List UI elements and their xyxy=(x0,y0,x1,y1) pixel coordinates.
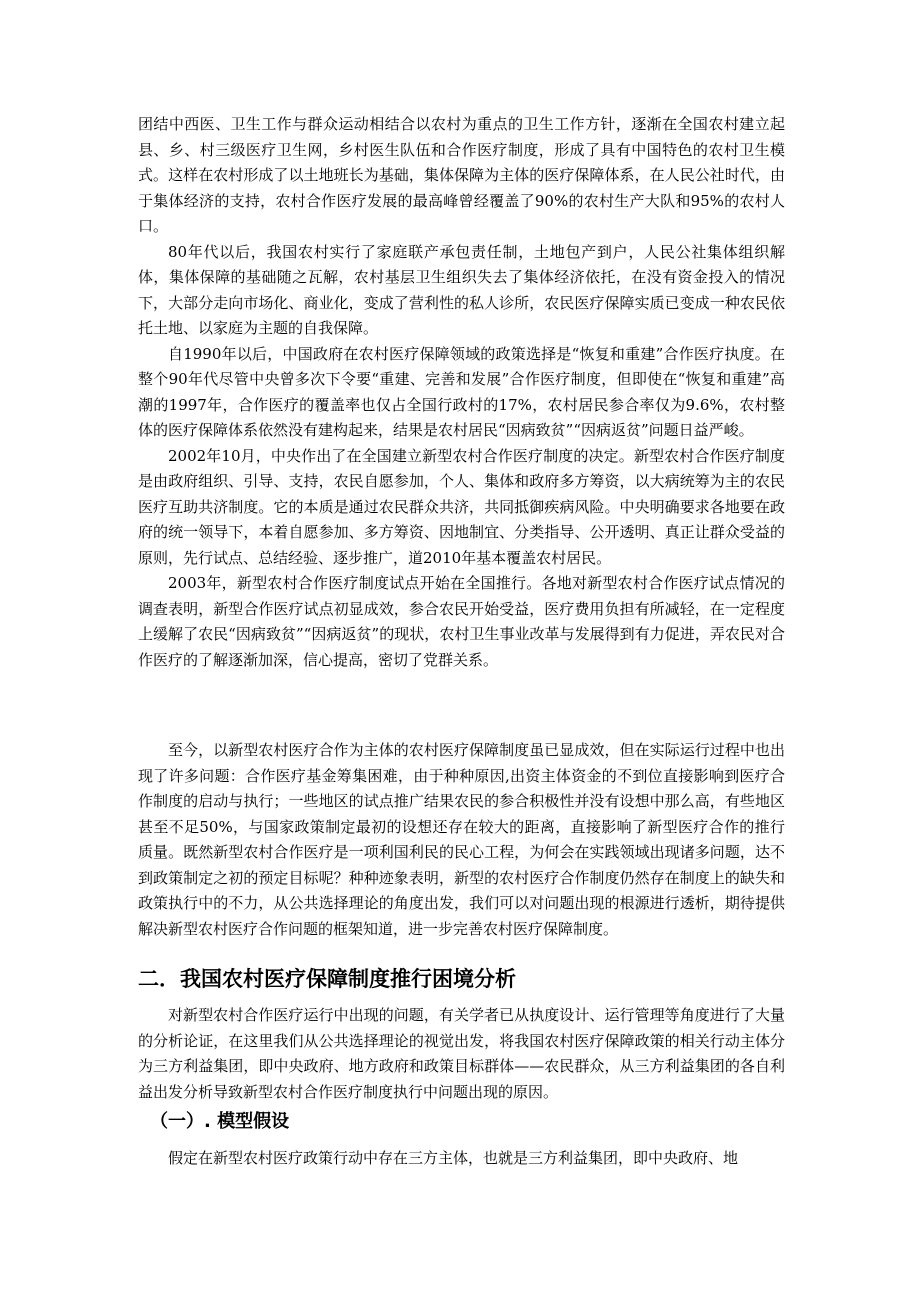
subsection-paragraph: 假定在新型农村医疗政策行动中存在三方主体，也就是三方利益集团，即中央政府、地 xyxy=(168,1149,739,1167)
paragraph-2002: 2002年10月，中央作出了在全国建立新型农村合作医疗制度的决定。新型农村合作医疗制度是由政府组织、引导、支持，农民自愿参加，个人、集体和政府多方筹资，以大病统筹为主的农民医疗互助共济制度。它的本质是通过农民群众共济，共同抵御疾病风险。中央明确要求各地要在政府的统一领导下，本着自愿参加、多方筹资、因地制宜、分类指导、公开透明、真正让群众受益的原则，先行试点、总结经验、逐步推广，道2010年基本覆盖农村居民。 xyxy=(138,446,785,567)
subsection-text-block xyxy=(138,1146,785,1172)
section-heading: 二．我国农村医疗保障制度推行困境分析 xyxy=(138,967,516,991)
top-text-block xyxy=(138,112,785,673)
middle-text-block xyxy=(138,738,785,942)
subsection-heading: （一）. 模型假设 xyxy=(150,1111,290,1132)
paragraph-1990: 自1990年以后，中国政府在农村医疗保障领域的政策选择是“恢复和重建”合作医疗执度。在整个90年代尽管中央曾多次下令要“重建、完善和发展”合作医疗制度，但即使在“恢复和重建”高潮的1997年，合作医疗的覆盖率也仅占全国行政村的17%，农村居民参合率仅为9.6%，农村整体的医疗保障体系依然没有建构起来，结果是农村居民“因病致贫”“因病返贫”问题日益严峻。 xyxy=(138,344,785,439)
section-text-block xyxy=(138,1003,785,1105)
paragraph-2003: 2003年，新型农村合作医疗制度试点开始在全国推行。各地对新型农村合作医疗试点情况的调查表明，新型合作医疗试点初显成效，参合农民开始受益，医疗费用负担有所减轻，在一定程度上缓解了农民“因病致贫”“因病返贫”的现状，农村卫生事业改革与发展得到有力促进，弄农民对合作医疗的了解逐渐加深，信心提高，密切了党群关系。 xyxy=(138,574,785,669)
section-paragraph: 对新型农村合作医疗运行中出现的问题，有关学者已从执度设计、运行管理等角度进行了大量的分析论证，在这里我们从公共选择理论的视觉出发，将我国农村医疗保障政策的相关行动主体分为三方利益集团，即中央政府、地方政府和政策目标群体——农民群众，从三方利益集团的各自利益出发分析导致新型农村合作医疗制度执行中问题出现的原因。 xyxy=(138,1006,785,1101)
paragraph-continuation: 团结中西医、卫生工作与群众运动相结合以农村为重点的卫生工作方针，逐渐在全国农村建立起县、乡、村三级医疗卫生网，乡村医生队伍和合作医疗制度，形成了具有中国特色的农村卫生模式。这样在农村形成了以土地班长为基础，集体保障为主体的医疗保障体系，在人民公社时代，由于集体经济的支持，农村合作医疗发展的最高峰曾经覆盖了90%的农村生产大队和95%的农村人口。 xyxy=(138,115,785,235)
paragraph-current-problems: 至今，以新型农村医疗合作为主体的农村医疗保障制度虽已显成效，但在实际运行过程中也出现了许多问题：合作医疗基金筹集困难，由于种种原因,出资主体资金的不到位直接影响到医疗合作制度的启动与执行；一些地区的试点推广结果农民的参合积极性并没有设想中那么高，有些地区甚至不足50%，与国家政策制定最初的设想还存在较大的距离，直接影响了新型医疗合作的推行质量。既然新型农村合作医疗是一项利国利民的民心工程，为何会在实践领域出现诸多问题，达不到政策制定之初的预定目标呢？种种迹象表明，新型的农村医疗合作制度仍然存在制度上的缺失和政策执行中的不力，从公共选择理论的角度出发，我们可以对问题出现的根源进行透析，期待提供解决新型农村医疗合作问题的框架知道，进一步完善农村医疗保障制度。 xyxy=(138,741,785,938)
paragraph-1980s: 80年代以后，我国农村实行了家庭联产承包责任制，土地包产到户，人民公社集体组织解体，集体保障的基础随之瓦解，农村基层卫生组织失去了集体经济依托，在没有资金投入的情况下，大部分走向市场化、商业化，变成了营利性的私人诊所，农民医疗保障实质已变成一种农民依托土地、以家庭为主题的自我保障。 xyxy=(138,242,785,337)
